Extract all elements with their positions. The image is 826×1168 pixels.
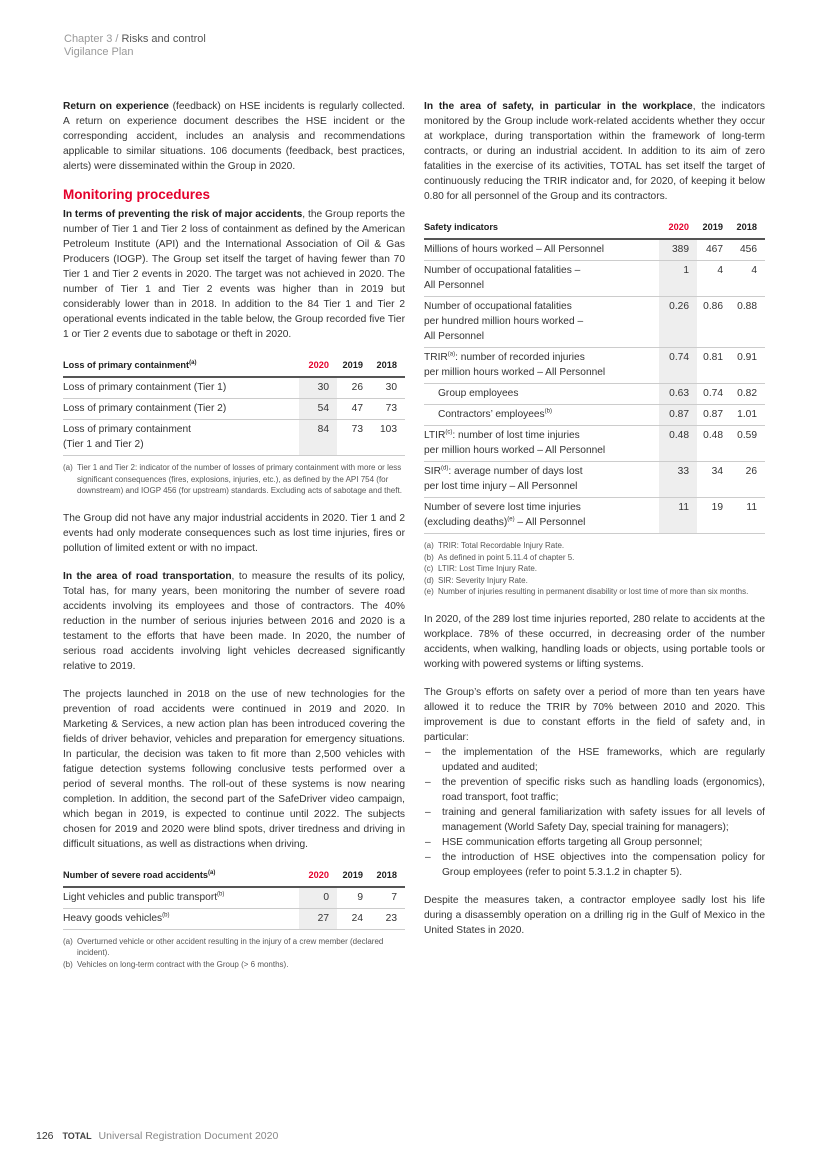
table-header-row: Safety indicators 2020 2019 2018 [424,217,765,239]
table-row: Number of occupational fatalities – All Personnel 1 4 4 [424,261,765,297]
monitoring-procedures-heading: Monitoring procedures [63,187,211,202]
workplace-safety-paragraph: In the area of safety, in particular in the workplace, the indicators monitored by the Group include work-related accidents whether they occur at workplace, during transportation within the framework of long-term contracts, or during an industrial accident. In addition to its aim of zero fatalities in the exercise of its activities, TOTAL has set itself the target of continuously reducing the TRIR indicator and, for 2020, of keeping it below 0.80 for all personnel of the Group and its contractors. [424,101,765,202]
page-number: 126 [36,1130,54,1142]
brand-name: TOTAL [62,1131,92,1141]
table-footnotes: (a) Tier 1 and Tier 2: indicator of the number of losses of primary containment with more or less significant consequences (fires, explosions, injuries, etc.), as defined by the API 754 (for downstream) and IOGP 456 (for upstream) standards. Excluding acts of sabotage and theft. [63,463,402,496]
table-row: Millions of hours worked – All Personnel 389 467 456 [424,239,765,261]
major-accidents-paragraph: In terms of preventing the risk of major accidents, the Group reports the number of Tier 1 and Tier 2 loss of containment as defined by the American Petroleum Institute (API) and the International Association of Oil & Gas Producers (IOGP). The Group set itself the target of having fewer than 70 Tier 1 and Tier 2 events in 2020. The target was not achieved in 2020. The number of Tier 1 and Tier 2 events was higher than in 2019 but considerably lower than in 2018. In addition to the 84 Tier 1 and Tier 2 operational events indicated in the table below, the Group recorded five Tier 1 or Tier 2 events due to sabotage or theft in 2020. [63,209,405,340]
table-footnotes: (a) TRIR: Total Recordable Injury Rate. (b) As defined in point 5.11.4 of chapter 5. (c) LTIR: Lost Time Injury Rate. (d) SIR: Severity Injury Rate. (e) Number of injuries resulting in permanent disability or lost time of more than six months. [424,541,749,597]
road-projects-paragraph: The projects launched in 2018 on the use of new technologies for the prevention of road accidents were continued in 2019 and 2020. In Marketing & Services, a new action plan has been introduced covering the fields of driver behavior, vehicles and preparation for emergency situations. In particular, the decision was taken to fit more than 2,500 vehicles with fatigue detection systems following conclusive tests performed over a period of several months. The roll-out of these systems is now nearing completion. In addition, the second part of the SafeDriver video campaign, which began in 2019, is expected to continue until 2022. The subjects chosen for 2019 and 2020 were blind spots, driver tiredness and driving in difficult situations, as well as distractions when driving. [63,688,405,850]
list-item: – the introduction of HSE objectives into the compensation policy for Group employees (refer to point 5.3.1.2 in chapter 5). [424,850,765,880]
list-item: – the implementation of the HSE frameworks, which are regularly updated and audited; [424,745,765,775]
list-item: – HSE communication efforts targeting all Group personnel; [424,835,765,850]
lost-time-injuries-paragraph: In 2020, of the 289 lost time injuries reported, 280 relate to accidents at the workplace. 78% of these occurred, in decreasing order of the number accidents, when walking, handling loads or objects, using portable tools or working with powered systems or lifting systems. [424,613,765,670]
page-header [64,33,206,59]
page-footer [36,1129,278,1144]
table-row: Loss of primary containment (Tier 1 and Tier 2) 84 73 103 [63,420,405,456]
table-row: Heavy goods vehicles$^{(b)}$ 27 24 23 [63,908,405,929]
chapter-breadcrumb: Chapter 3 / Risks and control [64,33,206,45]
left-column [63,99,405,985]
table-header-row: Number of severe road accidents$^{(a)}$ 2020 2019 2018 [63,865,405,887]
table-row: SIR$^{(d)}$: average number of days lost per lost time injury – All Personnel 33 34 26 [424,462,765,498]
safety-efforts-paragraph: The Group’s efforts on safety over a period of more than ten years have allowed it to reduce the TRIR by 70% between 2010 and 2020. This improvement is due to constant efforts in the field of safety and, in particular: [424,686,765,743]
right-column [424,99,765,951]
table-row: Light vehicles and public transport$^{(b)}$ 0 9 7 [63,887,405,909]
table-footnotes: (a) Overturned vehicle or other accident resulting in the injury of a crew member (declared incident). (b) Vehicles on long-term contract with the Group (> 6 months). [63,936,384,969]
safety-indicators-table [424,217,765,534]
fatality-paragraph: Despite the measures taken, a contractor employee sadly lost his life during a disassembly operation on a drilling rig in the Gulf of Mexico in the United States in 2020. [424,894,765,936]
table-row: Number of severe lost time injuries (excluding deaths)$^{(e)}$ – All Personnel 11 19 11 [424,498,765,534]
table-row: Group employees 0.63 0.74 0.82 [424,384,765,405]
return-on-experience-paragraph: Return on experience (feedback) on HSE incidents is regularly collected. A return on experience document describes the HSE incident or the corresponding accident, includes an analysis and recommendations applicable to similar situations. 106 documents (feedback, best practices, alerts) were disseminated within the Group in 2020. [63,101,405,172]
list-item: – the prevention of specific risks such as handling loads (ergonomics), road transport, foot traffic; [424,775,765,805]
industrial-accidents-paragraph: The Group did not have any major industrial accidents in 2020. Tier 1 and 2 events had only moderate consequences such as lost time injuries, fires or pollution of limited extent or with no impact. [63,512,405,554]
document-title: Universal Registration Document 2020 [98,1130,279,1142]
table-row: Number of occupational fatalities per hundred million hours worked – All Personnel 0.26 0.86 0.88 [424,297,765,348]
section-subtitle: Vigilance Plan [64,46,134,58]
table-row: LTIR$^{(c)}$: number of lost time injuries per million hours worked – All Personnel 0.48 0.48 0.59 [424,426,765,462]
list-item: – training and general familiarization with safety issues for all levels of management (World Safety Day, special training for managers); [424,805,765,835]
containment-table [63,355,405,456]
road-accidents-table [63,865,405,930]
table-row: Loss of primary containment (Tier 2) 54 47 73 [63,399,405,420]
road-transportation-paragraph: In the area of road transportation, to measure the results of its policy, Total has, for many years, been monitoring the number of severe road accidents involving its employees and those of contractors. The 40% reduction in the number of serious injuries between 2016 and 2020 is a testament to the efforts that have been made. In 2020, the number of serious road accidents involving light vehicles decreased significantly relative to 2019. [63,570,405,672]
table-row: Loss of primary containment (Tier 1) 30 26 30 [63,377,405,399]
table-row: TRIR$^{(a)}$: number of recorded injuries per million hours worked – All Personnel 0.74 0.81 0.91 [424,348,765,384]
table-row: Contractors’ employees$^{(b)}$ 0.87 0.87 1.01 [424,405,765,426]
safety-efforts-list [424,745,765,880]
table-header-row: Loss of primary containment$^{(a)}$ 2020 2019 2018 [63,355,405,377]
